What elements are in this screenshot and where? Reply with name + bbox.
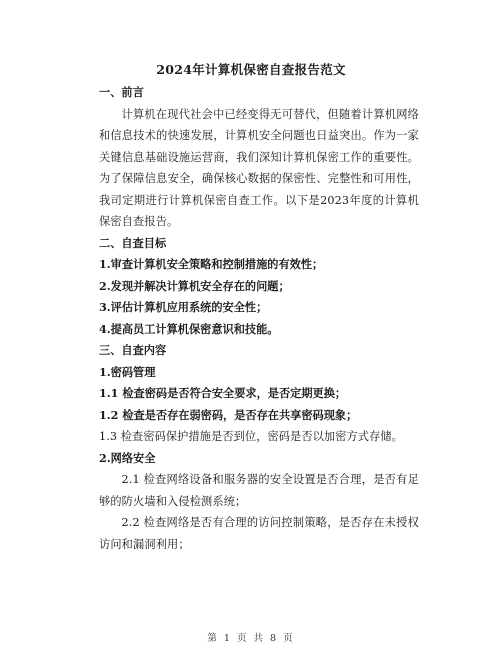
- password-item: 1.2 检查是否存在弱密码，是否存在共享密码现象；: [99, 407, 358, 422]
- section-heading-preface: 一、前言: [99, 85, 144, 99]
- password-item: 1.3 检查密码保护措施是否到位，密码是否以加密方式存储。: [99, 430, 403, 443]
- document-title: 2024年计算机保密自查报告范文: [156, 62, 346, 77]
- goal-item: 1.审查计算机安全策略和控制措施的有效性；: [99, 257, 324, 271]
- password-item: 1.1 检查密码是否符合安全要求，是否定期更换；: [99, 386, 347, 400]
- goal-item: 2.发现并解决计算机安全存在的问题；: [99, 278, 290, 293]
- goal-item: 3.评估计算机应用系统的安全性；: [99, 300, 268, 314]
- network-item: 2.1 检查网络设备和服务器的安全设置是否合理，是否有足够的防火墙和入侵检测系统；: [99, 473, 419, 508]
- section-heading-goals: 二、自查目标: [99, 235, 167, 250]
- section-heading-content: 三、自查内容: [99, 343, 167, 357]
- network-item: 2.2 检查网络是否有合理的访问控制策略，是否存在未授权访问和漏洞利用；: [99, 516, 419, 551]
- goal-item: 4.提高员工计算机保密意识和技能。: [99, 321, 279, 336]
- subsection-heading-network: 2.网络安全: [99, 450, 156, 465]
- subsection-heading-password: 1.密码管理: [99, 364, 156, 379]
- document-body: [99, 82, 419, 555]
- preface-paragraph: 计算机在现代社会中已经变得无可替代，但随着计算机网络和信息技术的快速发展，计算机安全问题也日益突出。作为一家关键信息基础设施运营商，我们深知计算机保密工作的重要性。为了保障信息安全，确保核心数据的保密性、完整性和可用性，我司定期进行计算机保密自查工作。以下是2023年度的计算机保密自查报告。: [99, 107, 419, 228]
- page-number-footer: 第 1 页 共 8 页: [207, 633, 295, 644]
